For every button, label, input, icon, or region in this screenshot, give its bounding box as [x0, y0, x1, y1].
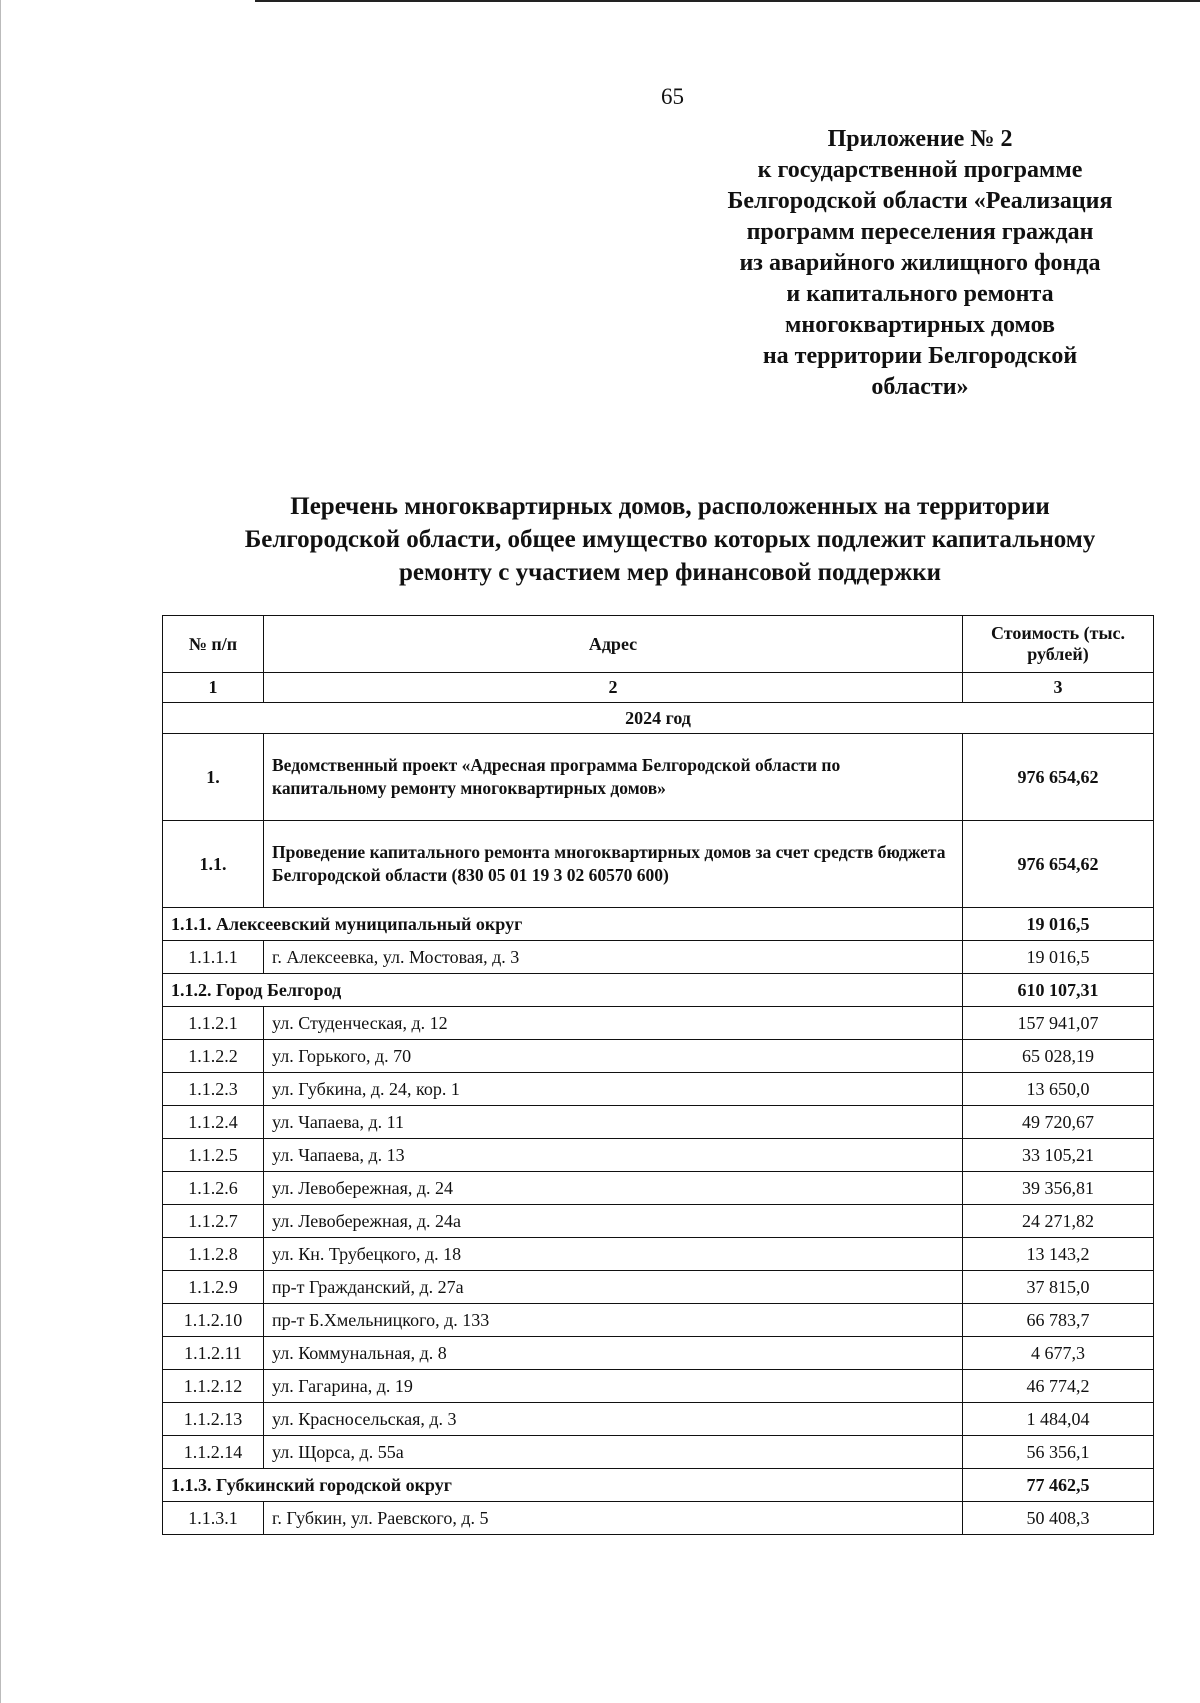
row-number: 1.1.2.10 — [163, 1304, 264, 1337]
appendix-line: и капитального ремонта — [786, 281, 1054, 307]
row-number: 1.1.2.8 — [163, 1238, 264, 1271]
municipality-row — [163, 908, 1154, 941]
row-amount: 4 677,3 — [963, 1337, 1154, 1370]
header-cost: Стоимость (тыс. рублей) — [963, 616, 1154, 673]
table-row — [163, 1337, 1154, 1370]
row-amount: 46 774,2 — [963, 1370, 1154, 1403]
year-label: 2024 год — [163, 703, 1154, 734]
row-number: 1.1.2.11 — [163, 1337, 264, 1370]
municipality-amount: 77 462,5 — [963, 1469, 1154, 1502]
row-number: 1.1.2.7 — [163, 1205, 264, 1238]
project-row — [163, 734, 1154, 821]
row-address: ул. Чапаева, д. 13 — [264, 1139, 963, 1172]
appendix-line: многоквартирных домов — [785, 312, 1055, 338]
row-address: ул. Губкина, д. 24, кор. 1 — [264, 1073, 963, 1106]
project-name: Ведомственный проект «Адресная программа Белгородской области по капитальному ремонту многоквартирных домов» — [264, 734, 963, 821]
row-address: г. Губкин, ул. Раевского, д. 5 — [264, 1502, 963, 1535]
appendix-line: из аварийного жилищного фонда — [739, 250, 1101, 276]
appendix-line: на территории Белгородской — [762, 343, 1078, 369]
table-row — [163, 1007, 1154, 1040]
table-header-row — [163, 616, 1154, 673]
row-address: ул. Левобережная, д. 24 — [264, 1172, 963, 1205]
page-number: 65 — [661, 84, 684, 109]
appendix-line: к государственной программе — [757, 157, 1083, 183]
municipality-title: 1.1.3. Губкинский городской округ — [163, 1469, 963, 1502]
row-amount: 66 783,7 — [963, 1304, 1154, 1337]
municipality-row — [163, 1469, 1154, 1502]
table-row — [163, 1172, 1154, 1205]
table-row — [163, 1205, 1154, 1238]
municipality-amount: 610 107,31 — [963, 974, 1154, 1007]
table-row — [163, 1040, 1154, 1073]
table-row — [163, 1502, 1154, 1535]
row-address: г. Алексеевка, ул. Мостовая, д. 3 — [264, 941, 963, 974]
table-row — [163, 1073, 1154, 1106]
subproject-amount: 976 654,62 — [963, 821, 1154, 908]
row-number: 1.1.3.1 — [163, 1502, 264, 1535]
page-edge-line — [0, 0, 1, 1703]
row-address: ул. Красносельская, д. 3 — [264, 1403, 963, 1436]
table-row — [163, 1106, 1154, 1139]
row-address: ул. Студенческая, д. 12 — [264, 1007, 963, 1040]
column-number: 1 — [163, 673, 264, 703]
subproject-number: 1.1. — [163, 821, 264, 908]
row-number: 1.1.1.1 — [163, 941, 264, 974]
header-number: № п/п — [163, 616, 264, 673]
row-number: 1.1.2.1 — [163, 1007, 264, 1040]
title-line: Белгородской области, общее имущество которых подлежит капитальному — [244, 526, 1096, 553]
table-row — [163, 941, 1154, 974]
row-amount: 13 143,2 — [963, 1238, 1154, 1271]
municipality-amount: 19 016,5 — [963, 908, 1154, 941]
table-row — [163, 1436, 1154, 1469]
appendix-line: Белгородской области «Реализация — [727, 188, 1113, 214]
row-amount: 19 016,5 — [963, 941, 1154, 974]
table-row — [163, 1370, 1154, 1403]
subproject-name: Проведение капитального ремонта многоквартирных домов за счет средств бюджета Белгородской области (830 05 01 19 3 02 60570 600) — [264, 821, 963, 908]
row-address: ул. Горького, д. 70 — [264, 1040, 963, 1073]
row-amount: 157 941,07 — [963, 1007, 1154, 1040]
document-title — [170, 490, 1170, 589]
houses-table — [162, 615, 1154, 1535]
column-number: 2 — [264, 673, 963, 703]
municipality-row — [163, 974, 1154, 1007]
row-amount: 50 408,3 — [963, 1502, 1154, 1535]
row-number: 1.1.2.6 — [163, 1172, 264, 1205]
table-row — [163, 1238, 1154, 1271]
row-address: пр-т Гражданский, д. 27а — [264, 1271, 963, 1304]
row-number: 1.1.2.9 — [163, 1271, 264, 1304]
appendix-line: Приложение № 2 — [827, 126, 1013, 152]
row-amount: 24 271,82 — [963, 1205, 1154, 1238]
table-row — [163, 1403, 1154, 1436]
column-number: 3 — [963, 673, 1154, 703]
header-address: Адрес — [264, 616, 963, 673]
appendix-header — [690, 124, 1150, 403]
row-number: 1.1.2.3 — [163, 1073, 264, 1106]
row-address: ул. Коммунальная, д. 8 — [264, 1337, 963, 1370]
year-row — [163, 703, 1154, 734]
title-line: Перечень многоквартирных домов, расположенных на территории — [290, 493, 1050, 520]
row-address: ул. Чапаева, д. 11 — [264, 1106, 963, 1139]
municipality-title: 1.1.1. Алексеевский муниципальный округ — [163, 908, 963, 941]
row-number: 1.1.2.12 — [163, 1370, 264, 1403]
row-address: ул. Левобережная, д. 24а — [264, 1205, 963, 1238]
subproject-row — [163, 821, 1154, 908]
row-amount: 1 484,04 — [963, 1403, 1154, 1436]
project-number: 1. — [163, 734, 264, 821]
row-number: 1.1.2.4 — [163, 1106, 264, 1139]
table-row — [163, 1139, 1154, 1172]
row-amount: 37 815,0 — [963, 1271, 1154, 1304]
appendix-line: программ переселения граждан — [746, 219, 1094, 245]
row-amount: 39 356,81 — [963, 1172, 1154, 1205]
table-row — [163, 1271, 1154, 1304]
row-amount: 65 028,19 — [963, 1040, 1154, 1073]
row-number: 1.1.2.5 — [163, 1139, 264, 1172]
table-row — [163, 1304, 1154, 1337]
row-address: ул. Гагарина, д. 19 — [264, 1370, 963, 1403]
appendix-line: области» — [871, 374, 969, 400]
row-amount: 49 720,67 — [963, 1106, 1154, 1139]
row-address: ул. Кн. Трубецкого, д. 18 — [264, 1238, 963, 1271]
title-line: ремонту с участием мер финансовой поддержки — [398, 559, 942, 586]
row-number: 1.1.2.13 — [163, 1403, 264, 1436]
row-address: ул. Щорса, д. 55а — [264, 1436, 963, 1469]
row-address: пр-т Б.Хмельницкого, д. 133 — [264, 1304, 963, 1337]
row-number: 1.1.2.14 — [163, 1436, 264, 1469]
row-amount: 56 356,1 — [963, 1436, 1154, 1469]
row-number: 1.1.2.2 — [163, 1040, 264, 1073]
row-amount: 33 105,21 — [963, 1139, 1154, 1172]
scan-top-border — [255, 0, 1200, 2]
row-amount: 13 650,0 — [963, 1073, 1154, 1106]
project-amount: 976 654,62 — [963, 734, 1154, 821]
municipality-title: 1.1.2. Город Белгород — [163, 974, 963, 1007]
column-number-row — [163, 673, 1154, 703]
